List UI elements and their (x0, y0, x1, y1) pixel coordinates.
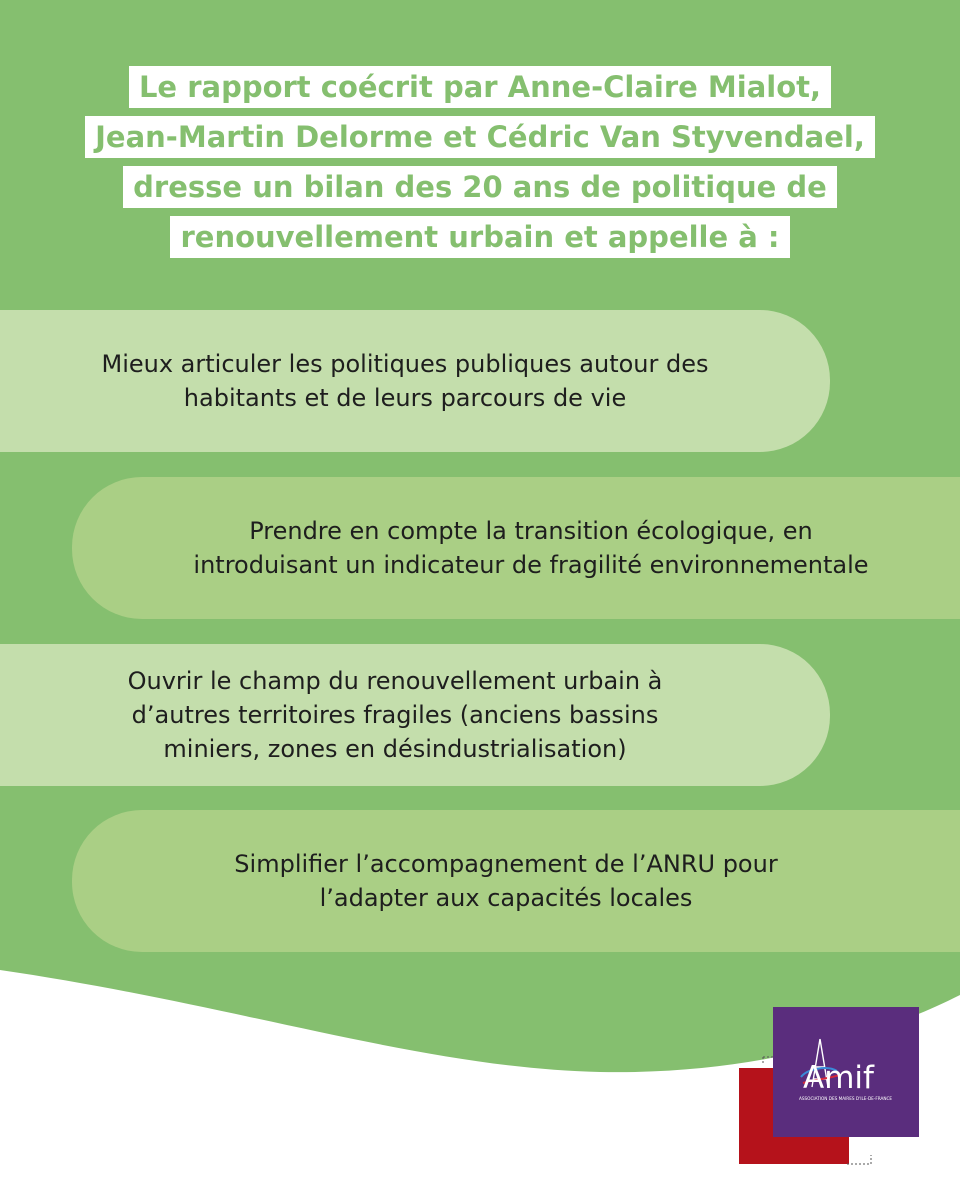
recommendation-1-line-2: habitants et de leurs parcours de vie (183, 384, 627, 412)
recommendation-3-line-3: miniers, zones en désindustrialisation) (163, 735, 627, 763)
recommendation-2-line-1: Prendre en compte la transition écologique, en (249, 517, 813, 545)
recommendation-2-line-2: introduisant un indicateur de fragilité environnementale (193, 551, 869, 579)
recommendation-3 (0, 644, 830, 786)
recommendation-2-text (193, 514, 868, 582)
headline-line-4: renouvellement urbain et appelle à : (170, 216, 789, 258)
recommendation-4-line-2: l’adapter aux capacités locales (319, 884, 693, 912)
recommendation-3-line-1: Ouvrir le champ du renouvellement urbain à (127, 667, 663, 695)
recommendation-4 (72, 810, 960, 952)
recommendation-4-text (234, 847, 777, 915)
headline (0, 62, 960, 262)
logo-subtitle: ASSOCIATION DES MAIRES D'ILE-DE-FRANCE (799, 1096, 893, 1101)
recommendation-1-text (102, 347, 709, 415)
logo-wordmark: Amif (803, 1060, 874, 1096)
recommendation-4-line-1: Simplifier l’accompagnement de l’ANRU pour (234, 850, 778, 878)
recommendation-1 (0, 310, 830, 452)
amif-logo (735, 1005, 925, 1170)
recommendation-1-line-1: Mieux articuler les politiques publiques autour des (101, 350, 709, 378)
headline-line-2: Jean-Martin Delorme et Cédric Van Styvendael, (85, 116, 875, 158)
headline-line-1: Le rapport coécrit par Anne-Claire Mialot, (129, 66, 831, 108)
recommendation-3-text (128, 664, 663, 766)
recommendation-2 (72, 477, 960, 619)
recommendation-3-line-2: d’autres territoires fragiles (anciens bassins (131, 701, 659, 729)
headline-line-3: dresse un bilan des 20 ans de politique de (123, 166, 837, 208)
